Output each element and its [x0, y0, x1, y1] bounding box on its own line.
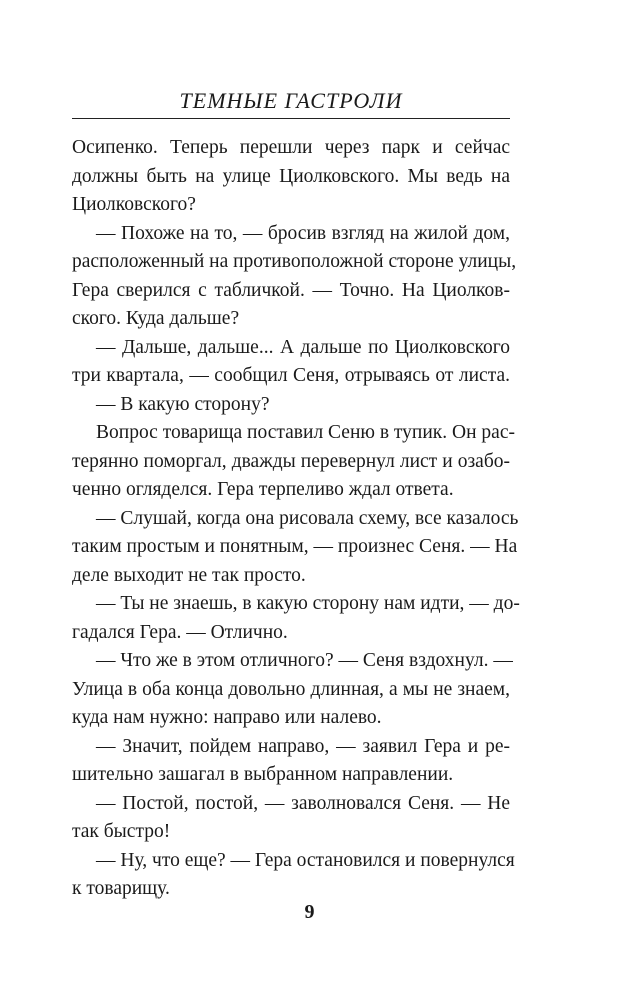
text-line: — Ну, что еще? — Гера остановился и повернулся: [96, 849, 515, 871]
text-line: Осипенко. Теперь перешли через парк и сейчас: [72, 137, 510, 158]
text-line: Гера сверился с табличкой. — Точно. На Циолков-: [72, 279, 510, 301]
text-line: расположенный на противоположной стороне улицы,: [72, 251, 517, 272]
text-line: Циолковского?: [72, 194, 196, 215]
text-line: Улица в оба конца довольно длинная, а мы не знаем,: [72, 678, 510, 700]
text-line: — Значит, пойдем направо, — заявил Гера и ре-: [96, 735, 510, 757]
header-rule: [72, 118, 510, 119]
text-line: шительно зашагал в выбранном направлении.: [72, 764, 454, 785]
text-line: — Что же в этом отличного? — Сеня вздохнул. —: [96, 650, 513, 671]
text-line: так быстро!: [72, 821, 171, 842]
running-head: ТЕМНЫЕ ГАСТРОЛИ: [179, 88, 403, 113]
text-line: к товарищу.: [72, 878, 170, 899]
text-line: — В какую сторону?: [96, 393, 270, 415]
text-line: деле выходит не так просто.: [72, 564, 306, 586]
text-line: Вопрос товарища поставил Сеню в тупик. Он рас-: [96, 422, 515, 443]
text-line: должны быть на улице Циолковского. Мы ведь на: [72, 165, 510, 187]
text-line: три квартала, — сообщил Сеня, отрываясь от листа.: [72, 365, 510, 386]
text-line: — Слушай, когда она рисовала схему, все казалось: [96, 507, 519, 529]
text-line: — Дальше, дальше... А дальше по Циолковского: [96, 336, 510, 358]
text-line: — Похоже на то, — бросив взгляд на жилой дом,: [96, 222, 510, 244]
text-line: терянно поморгал, дважды перевернул лист и озабо-: [72, 450, 510, 472]
page-number: 9: [304, 901, 315, 923]
body-text: [72, 134, 520, 904]
text-line: куда нам нужно: направо или налево.: [72, 707, 382, 728]
text-line: ского. Куда дальше?: [72, 308, 240, 329]
text-line: — Ты не знаешь, в какую сторону нам идти, — до-: [96, 593, 520, 614]
text-line: таким простым и понятным, — произнес Сеня. — На: [72, 536, 518, 557]
text-line: — Постой, постой, — заволновался Сеня. — Не: [96, 792, 510, 814]
text-line: ченно огляделся. Гера терпеливо ждал ответа.: [72, 479, 454, 500]
text-line: гадался Гера. — Отлично.: [72, 621, 288, 643]
